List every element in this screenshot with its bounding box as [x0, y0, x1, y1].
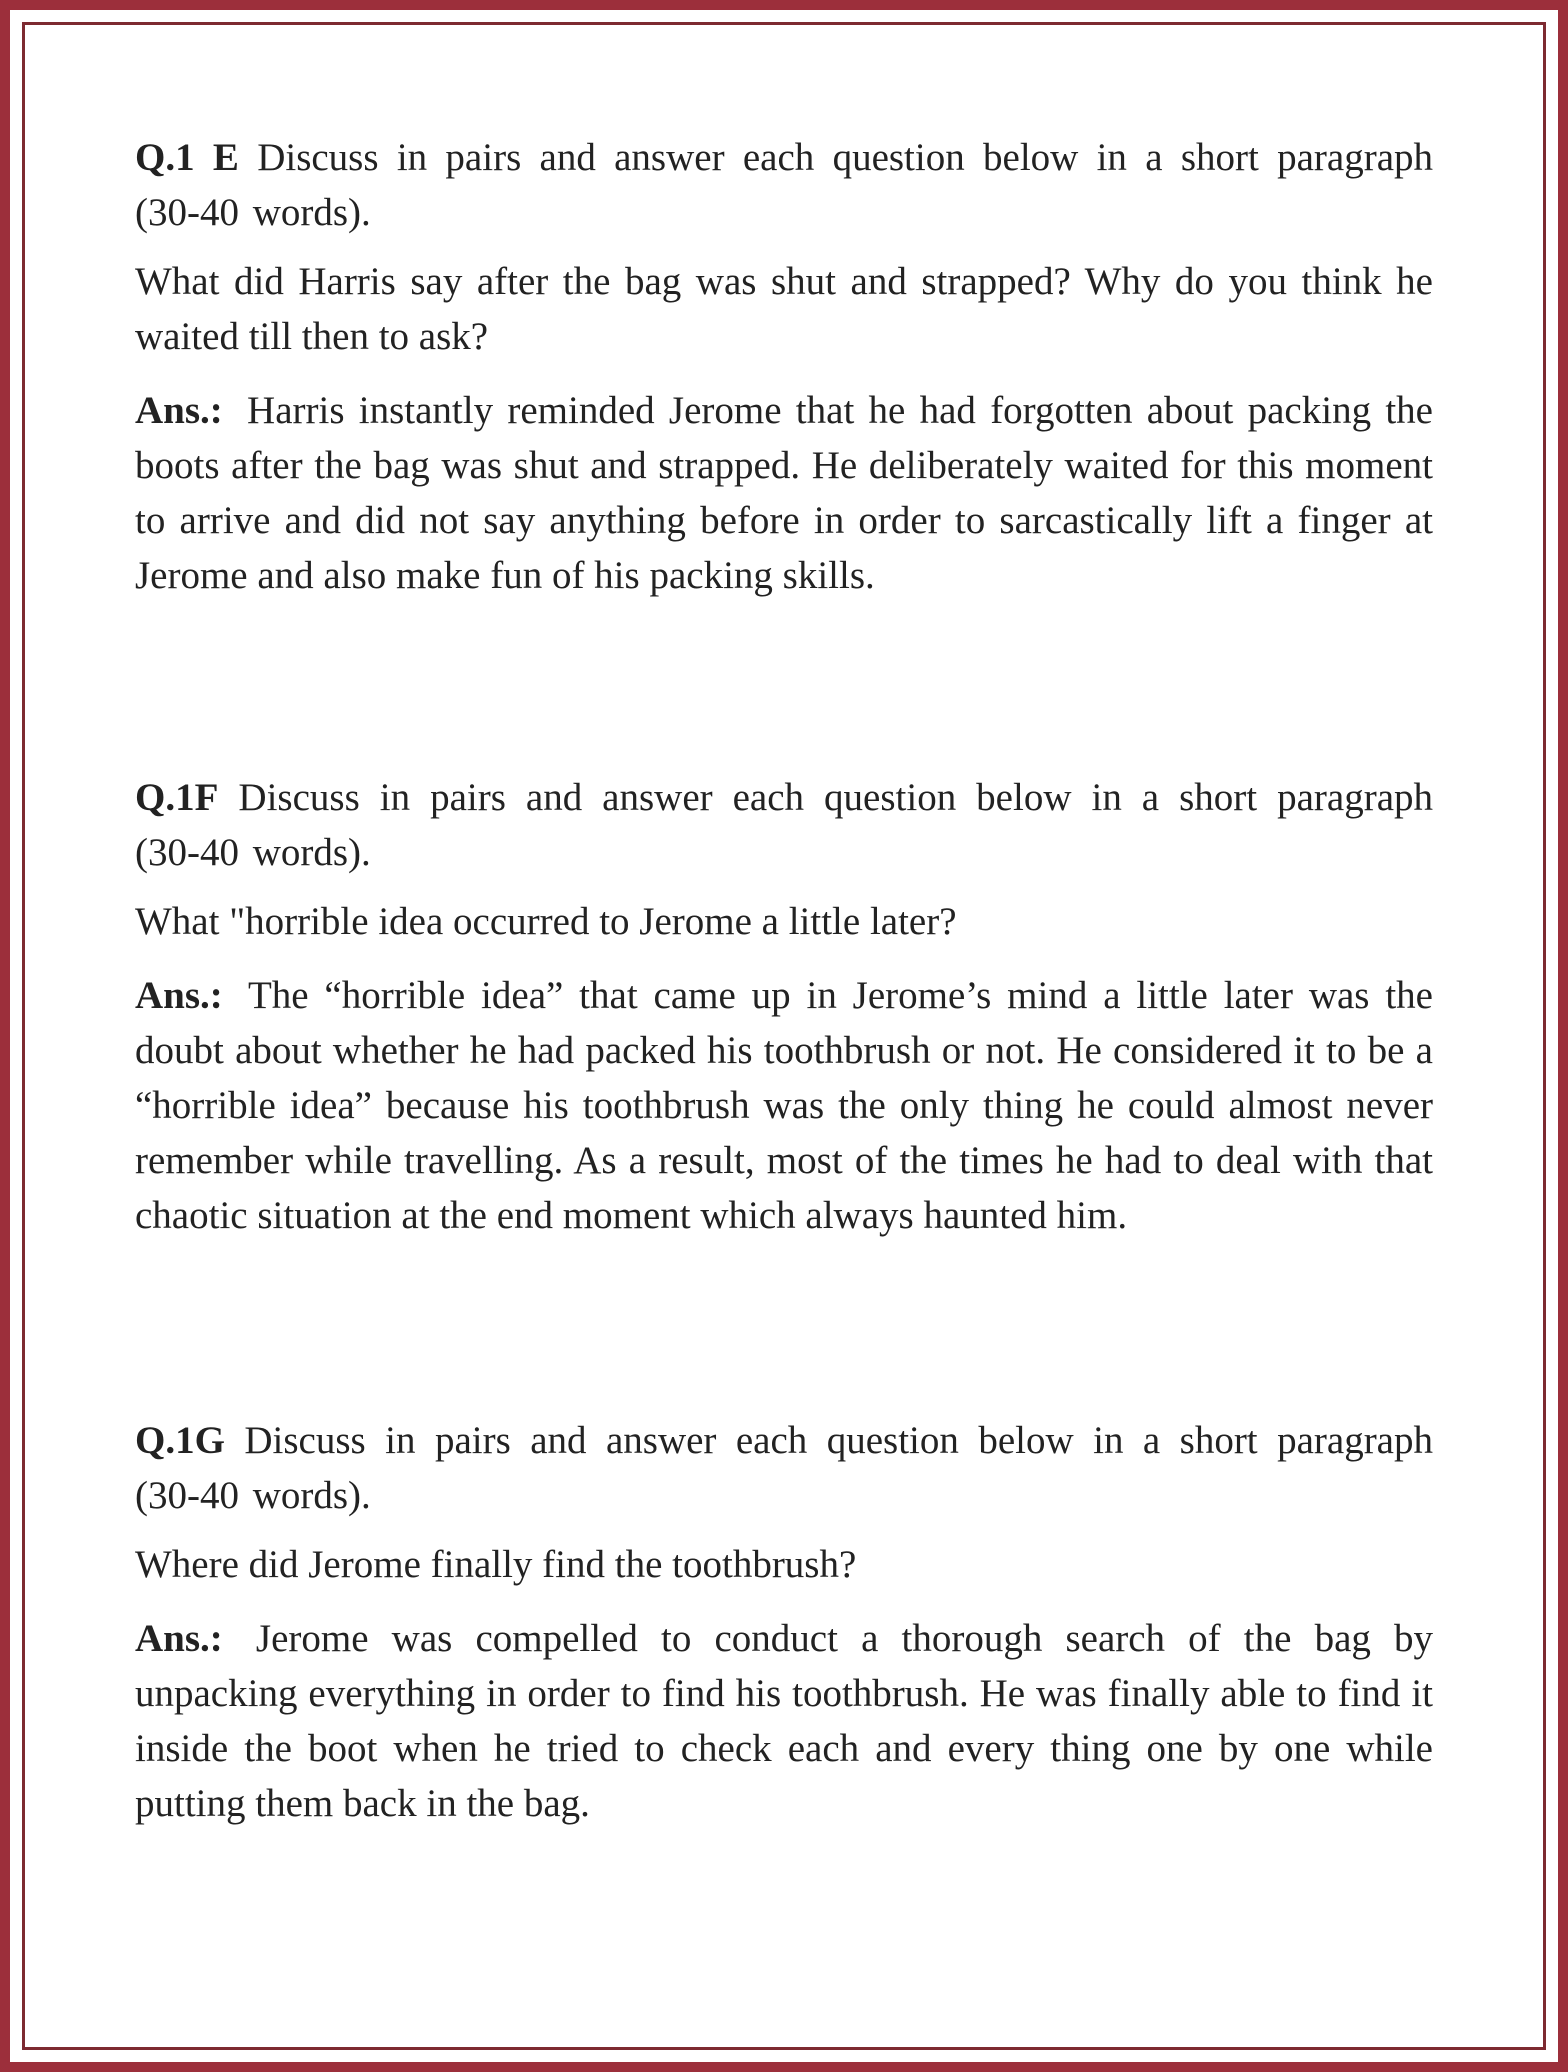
- answer-paragraph: [135, 383, 1433, 603]
- answer-label: Ans.:: [135, 1617, 223, 1660]
- answer-text: The “horrible idea” that came up in Jerome’s mind a little later was the doubt about whether he had packed his toothbrush or not. He considered it to be a “horrible idea” because his toothbrush was the only thing he could almost never remember while travelling. As a result, most of the times he had to deal with that chaotic situation at the end moment which always haunted him.: [135, 974, 1433, 1237]
- answer-paragraph: [135, 1611, 1433, 1831]
- question-block-e: [135, 130, 1433, 603]
- prompt-text: Discuss in pairs and answer each question below in a short paragraph (30-40 words).: [135, 776, 1434, 874]
- question-block-f: [135, 770, 1433, 1243]
- question-id: Q.1 E: [135, 136, 239, 179]
- question-prompt: [135, 770, 1433, 880]
- question-id: Q.1G: [135, 1419, 225, 1462]
- question-prompt: [135, 130, 1433, 240]
- prompt-text: Discuss in pairs and answer each question below in a short paragraph (30-40 words).: [135, 1419, 1433, 1517]
- answer-label: Ans.:: [135, 389, 223, 432]
- answer-label: Ans.:: [135, 974, 223, 1017]
- prompt-text: Discuss in pairs and answer each question below in a short paragraph (30-40 words).: [135, 136, 1434, 234]
- question-text: What "horrible idea occurred to Jerome a little later?: [135, 900, 957, 943]
- question-block-g: [135, 1413, 1433, 1831]
- question-text: Where did Jerome finally find the toothbrush?: [135, 1543, 857, 1586]
- answer-text: Harris instantly reminded Jerome that he had forgotten about packing the boots after the bag was shut and strapped. He deliberately waited for this moment to arrive and did not say anything before in order to sarcastically lift a finger at Jerome and also make fun of his packing skills.: [135, 389, 1433, 597]
- question-id: Q.1F: [135, 776, 219, 819]
- question-text: What did Harris say after the bag was shut and strapped? Why do you think he waited till then to ask?: [135, 260, 1433, 358]
- answer-text: Jerome was compelled to conduct a thorough search of the bag by unpacking everything in order to find his toothbrush. He was finally able to find it inside the boot when he tried to check each and every thing one by one while putting them back in the bag.: [135, 1617, 1434, 1825]
- question-prompt: [135, 1413, 1433, 1523]
- answer-paragraph: [135, 968, 1433, 1243]
